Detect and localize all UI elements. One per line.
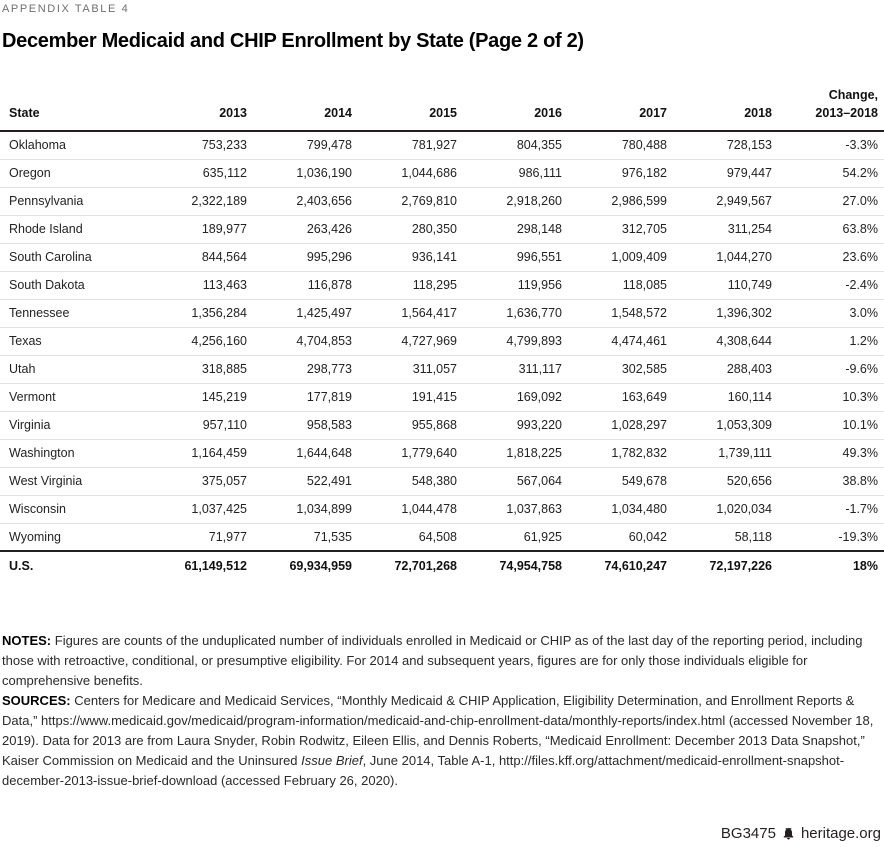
- change-cell: -2.4%: [778, 271, 884, 299]
- site-name: heritage.org: [800, 825, 881, 842]
- value-cell: 1,782,832: [568, 439, 673, 467]
- document-id: BG3475: [720, 825, 776, 842]
- value-cell: 548,380: [358, 467, 463, 495]
- value-cell: 311,117: [463, 355, 568, 383]
- value-cell: 1,739,111: [673, 439, 778, 467]
- value-cell: 71,977: [208, 529, 247, 544]
- value-cell: 2,949,567: [673, 187, 778, 215]
- change-cell: 23.6%: [778, 243, 884, 271]
- value-cell: 522,491: [253, 467, 358, 495]
- state-cell: Virginia: [0, 411, 148, 439]
- value-cell: 1,036,190: [253, 159, 358, 187]
- value-cell: 311,057: [358, 355, 463, 383]
- value-cell: 1,164,459: [148, 439, 253, 467]
- table-row: [0, 439, 884, 467]
- table-row: [0, 271, 884, 299]
- value-cell: 1,028,297: [568, 411, 673, 439]
- value-cell: 986,111: [463, 159, 568, 187]
- change-cell: -19.3%: [838, 529, 878, 544]
- value-cell: 2,769,810: [358, 187, 463, 215]
- value-cell: 312,705: [568, 215, 673, 243]
- value-cell: 160,114: [673, 383, 778, 411]
- value-cell: 1,037,863: [463, 495, 568, 523]
- sources-italic-title: Issue Brief: [301, 753, 363, 768]
- change-cell: 38.8%: [778, 467, 884, 495]
- value-cell: 263,426: [253, 215, 358, 243]
- value-cell: 780,488: [568, 131, 673, 159]
- value-cell: 753,233: [148, 131, 253, 159]
- value-cell: 110,749: [673, 271, 778, 299]
- sources-text-2: , June 2014, Table A-1, http://files.kff.org/attachment/medicaid-enrollment-snapshot-december-2013-issue-brief-download (accessed February 26, 2020).: [2, 753, 845, 788]
- column-header-change: [778, 87, 884, 131]
- value-cell: 955,868: [358, 411, 463, 439]
- table-row: [0, 495, 884, 523]
- change-header-line2: 2013–2018: [815, 105, 878, 120]
- value-cell: 728,153: [673, 131, 778, 159]
- value-cell: 1,053,309: [673, 411, 778, 439]
- value-cell: 1,779,640: [358, 439, 463, 467]
- state-cell: Texas: [0, 327, 148, 355]
- value-cell: 1,396,302: [673, 299, 778, 327]
- table-row: [0, 523, 884, 551]
- value-cell: 520,656: [673, 467, 778, 495]
- total-value-cell: 69,934,959: [253, 551, 358, 579]
- value-cell: 1,034,899: [253, 495, 358, 523]
- value-cell: 169,092: [463, 383, 568, 411]
- sources-paragraph: [0, 691, 884, 791]
- value-cell: 957,110: [148, 411, 253, 439]
- state-cell: South Carolina: [0, 243, 148, 271]
- total-value-cell: 74,954,758: [463, 551, 568, 579]
- value-cell: 375,057: [148, 467, 253, 495]
- value-cell: 116,878: [253, 271, 358, 299]
- value-cell: 189,977: [148, 215, 253, 243]
- column-header-state: State: [0, 87, 148, 131]
- value-cell: 1,425,497: [253, 299, 358, 327]
- table-row: [0, 467, 884, 495]
- value-cell: 280,350: [358, 215, 463, 243]
- state-cell: Wisconsin: [0, 495, 148, 523]
- value-cell: 549,678: [568, 467, 673, 495]
- value-cell: 298,148: [463, 215, 568, 243]
- value-cell: 318,885: [148, 355, 253, 383]
- total-change-cell: 18%: [778, 551, 884, 579]
- value-cell: 60,042: [628, 529, 667, 544]
- table-row: [0, 215, 884, 243]
- state-cell: Pennsylvania: [0, 187, 148, 215]
- value-cell: 1,356,284: [148, 299, 253, 327]
- sources-text-1: Centers for Medicare and Medicaid Services, “Monthly Medicaid & CHIP Application, Eligibility Determination, and Enrollment Reports & Data,” https://www.medicaid.gov/medicaid/program-information/medicaid-and-chip-enrollment-data/monthly-reports/index.html (accessed November 18, 2019). Data for 2013 are from Laura Snyder, Robin Rodwitz, Eileen Ellis, and Dennis Roberts, “Medicaid Enrollment: December 2013 Data Snapshot,” Kaiser Commission on Medicaid and the Uninsured: [2, 693, 874, 768]
- value-cell: 118,085: [568, 271, 673, 299]
- value-cell: 4,474,461: [568, 327, 673, 355]
- value-cell: 844,564: [148, 243, 253, 271]
- value-cell: 2,403,656: [253, 187, 358, 215]
- state-cell: Washington: [0, 439, 148, 467]
- appendix-table-label: APPENDIX TABLE 4: [2, 3, 130, 15]
- column-header-2014: 2014: [253, 87, 358, 131]
- change-cell: -9.6%: [778, 355, 884, 383]
- us-total-row: [0, 551, 884, 579]
- value-cell: 804,355: [463, 131, 568, 159]
- value-cell: 979,447: [673, 159, 778, 187]
- table-row: [0, 383, 884, 411]
- value-cell: 119,956: [463, 271, 568, 299]
- value-cell: 1,009,409: [568, 243, 673, 271]
- change-cell: -1.7%: [778, 495, 884, 523]
- value-cell: 1,818,225: [463, 439, 568, 467]
- state-cell: Utah: [0, 355, 148, 383]
- change-header-line1: Change,: [828, 88, 878, 102]
- column-header-2018: 2018: [673, 87, 778, 131]
- table-row: [0, 159, 884, 187]
- value-cell: 4,704,853: [253, 327, 358, 355]
- value-cell: 4,308,644: [673, 327, 778, 355]
- notes-text: Figures are counts of the unduplicated number of individuals enrolled in Medicaid or CHIP as of the last day of the reporting period, including those with retroactive, conditional, or presumptive eligibility. For 2014 and subsequent years, figures are for only those individuals eligible for comprehensive benefits.: [2, 633, 863, 688]
- state-cell: Oklahoma: [0, 131, 148, 159]
- value-cell: 64,508: [418, 529, 457, 544]
- state-cell: South Dakota: [0, 271, 148, 299]
- state-cell: Wyoming: [9, 529, 61, 544]
- state-cell: Oregon: [0, 159, 148, 187]
- total-value-cell: 72,701,268: [358, 551, 463, 579]
- change-cell: 27.0%: [778, 187, 884, 215]
- value-cell: 71,535: [313, 529, 352, 544]
- value-cell: 302,585: [568, 355, 673, 383]
- table-row: [0, 299, 884, 327]
- value-cell: 4,727,969: [358, 327, 463, 355]
- notes-label: NOTES:: [2, 633, 52, 648]
- table-body: [0, 131, 884, 551]
- value-cell: 1,548,572: [568, 299, 673, 327]
- table-row: [0, 327, 884, 355]
- column-header-2017: 2017: [568, 87, 673, 131]
- value-cell: 2,322,189: [148, 187, 253, 215]
- value-cell: 118,295: [358, 271, 463, 299]
- document-footer: [721, 825, 881, 842]
- change-cell: 10.1%: [778, 411, 884, 439]
- heritage-bell-icon: [781, 826, 796, 841]
- value-cell: 4,256,160: [148, 327, 253, 355]
- value-cell: 61,925: [523, 529, 562, 544]
- value-cell: 191,415: [358, 383, 463, 411]
- page-title: December Medicaid and CHIP Enrollment by State (Page 2 of 2): [2, 30, 584, 52]
- column-header-2016: 2016: [463, 87, 568, 131]
- value-cell: 799,478: [253, 131, 358, 159]
- value-cell: 635,112: [148, 159, 253, 187]
- value-cell: 1,044,270: [673, 243, 778, 271]
- value-cell: 113,463: [148, 271, 253, 299]
- value-cell: 936,141: [358, 243, 463, 271]
- change-cell: -3.3%: [778, 131, 884, 159]
- total-value-cell: 74,610,247: [568, 551, 673, 579]
- value-cell: 958,583: [253, 411, 358, 439]
- total-value-cell: 72,197,226: [673, 551, 778, 579]
- value-cell: 145,219: [148, 383, 253, 411]
- state-cell: Tennessee: [0, 299, 148, 327]
- total-label-cell: U.S.: [0, 551, 148, 579]
- change-cell: 63.8%: [778, 215, 884, 243]
- change-cell: 49.3%: [778, 439, 884, 467]
- value-cell: 976,182: [568, 159, 673, 187]
- value-cell: 177,819: [253, 383, 358, 411]
- value-cell: 288,403: [673, 355, 778, 383]
- table-row: [0, 355, 884, 383]
- table-row: [0, 187, 884, 215]
- value-cell: 995,296: [253, 243, 358, 271]
- value-cell: 163,649: [568, 383, 673, 411]
- value-cell: 311,254: [673, 215, 778, 243]
- value-cell: 1,044,478: [358, 495, 463, 523]
- value-cell: 567,064: [463, 467, 568, 495]
- table-header-row: [0, 87, 884, 131]
- value-cell: 1,034,480: [568, 495, 673, 523]
- table-row: [0, 411, 884, 439]
- column-header-2013: 2013: [148, 87, 253, 131]
- value-cell: 1,044,686: [358, 159, 463, 187]
- enrollment-table: [0, 87, 884, 579]
- change-cell: 1.2%: [778, 327, 884, 355]
- value-cell: 298,773: [253, 355, 358, 383]
- change-cell: 10.3%: [778, 383, 884, 411]
- column-header-2015: 2015: [358, 87, 463, 131]
- change-cell: 54.2%: [778, 159, 884, 187]
- state-cell: Rhode Island: [0, 215, 148, 243]
- change-cell: 3.0%: [778, 299, 884, 327]
- notes-block: [0, 631, 884, 791]
- sources-label: SOURCES:: [2, 693, 71, 708]
- value-cell: 781,927: [358, 131, 463, 159]
- value-cell: 993,220: [463, 411, 568, 439]
- table-row: [0, 131, 884, 159]
- value-cell: 1,037,425: [148, 495, 253, 523]
- value-cell: 996,551: [463, 243, 568, 271]
- notes-paragraph: [0, 631, 884, 691]
- value-cell: 1,020,034: [673, 495, 778, 523]
- value-cell: 1,644,648: [253, 439, 358, 467]
- value-cell: 1,636,770: [463, 299, 568, 327]
- table-row: [0, 243, 884, 271]
- state-cell: West Virginia: [0, 467, 148, 495]
- state-cell: Vermont: [0, 383, 148, 411]
- value-cell: 2,986,599: [568, 187, 673, 215]
- value-cell: 2,918,260: [463, 187, 568, 215]
- value-cell: 4,799,893: [463, 327, 568, 355]
- value-cell: 58,118: [734, 529, 772, 544]
- total-value-cell: 61,149,512: [148, 551, 253, 579]
- value-cell: 1,564,417: [358, 299, 463, 327]
